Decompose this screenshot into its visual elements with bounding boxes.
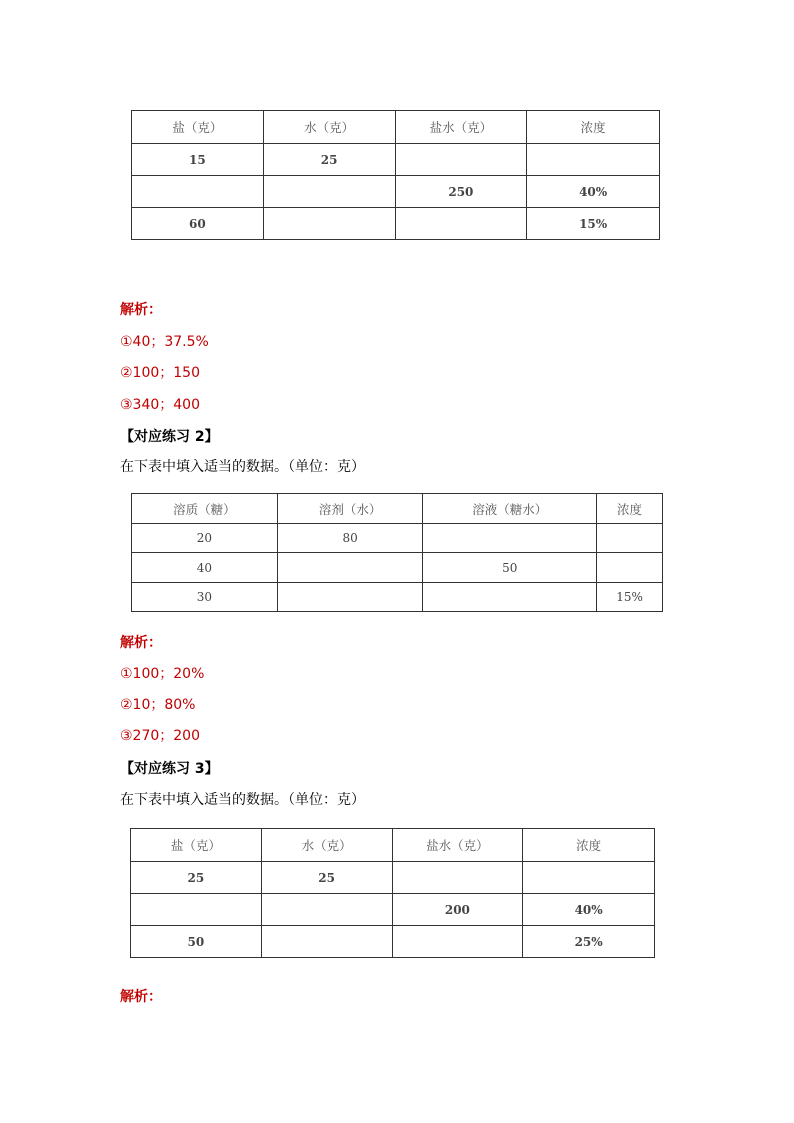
header-cell: 溶液（糖水） xyxy=(423,494,597,524)
table-cell: 20 xyxy=(132,524,278,553)
table-1 xyxy=(131,110,660,240)
table-cell: 50 xyxy=(131,926,262,958)
header-cell: 浓度 xyxy=(523,829,655,862)
answer-label: 解析： xyxy=(120,302,162,318)
answer-item: ①100；20% xyxy=(120,666,205,682)
table-cell: 25 xyxy=(261,862,392,894)
table-cell xyxy=(261,894,392,926)
table-cell xyxy=(597,553,663,583)
table-cell xyxy=(527,144,660,176)
header-cell: 浓度 xyxy=(597,494,663,524)
exercise-instruction: 在下表中填入适当的数据。（单位：克） xyxy=(120,792,365,808)
table-cell: 40 xyxy=(132,553,278,583)
table-cell: 200 xyxy=(392,894,523,926)
header-cell: 盐（克） xyxy=(131,829,262,862)
exercise-title: 【对应练习 3】 xyxy=(120,761,219,777)
table-cell xyxy=(523,862,655,894)
table-cell xyxy=(263,176,395,208)
table-cell: 25% xyxy=(523,926,655,958)
answer-item: ③270；200 xyxy=(120,728,200,744)
table-cell: 15% xyxy=(597,583,663,612)
table-cell xyxy=(132,176,264,208)
header-cell: 浓度 xyxy=(527,111,660,144)
table-cell xyxy=(277,553,423,583)
table-cell: 25 xyxy=(131,862,262,894)
table-cell: 40% xyxy=(527,176,660,208)
table-cell: 50 xyxy=(423,553,597,583)
header-cell: 盐（克） xyxy=(132,111,264,144)
header-cell: 水（克） xyxy=(261,829,392,862)
table-cell xyxy=(423,524,597,553)
table-cell xyxy=(131,894,262,926)
answer-item: ①40；37.5% xyxy=(120,334,209,350)
header-cell: 溶剂（水） xyxy=(277,494,423,524)
table-cell xyxy=(395,144,527,176)
table-cell: 40% xyxy=(523,894,655,926)
header-cell: 盐水（克） xyxy=(392,829,523,862)
table-3 xyxy=(130,828,655,958)
header-cell: 盐水（克） xyxy=(395,111,527,144)
answer-item: ②100；150 xyxy=(120,365,200,381)
table-cell: 60 xyxy=(132,208,264,240)
header-cell: 水（克） xyxy=(263,111,395,144)
table-cell xyxy=(392,862,523,894)
exercise-title: 【对应练习 2】 xyxy=(120,429,219,445)
table-cell xyxy=(263,208,395,240)
table-cell xyxy=(277,583,423,612)
table-cell: 15 xyxy=(132,144,264,176)
table-cell xyxy=(261,926,392,958)
table-cell: 25 xyxy=(263,144,395,176)
table-cell xyxy=(423,583,597,612)
exercise-instruction: 在下表中填入适当的数据。（单位：克） xyxy=(120,459,365,475)
table-2 xyxy=(131,493,663,612)
table-cell xyxy=(395,208,527,240)
table-cell: 250 xyxy=(395,176,527,208)
table-cell: 15% xyxy=(527,208,660,240)
answer-item: ②10；80% xyxy=(120,697,196,713)
table-cell: 30 xyxy=(132,583,278,612)
table-cell xyxy=(597,524,663,553)
answer-item: ③340；400 xyxy=(120,397,200,413)
answer-label: 解析： xyxy=(120,989,162,1005)
answer-label: 解析： xyxy=(120,635,162,651)
header-cell: 溶质（糖） xyxy=(132,494,278,524)
table-cell: 80 xyxy=(277,524,423,553)
table-cell xyxy=(392,926,523,958)
